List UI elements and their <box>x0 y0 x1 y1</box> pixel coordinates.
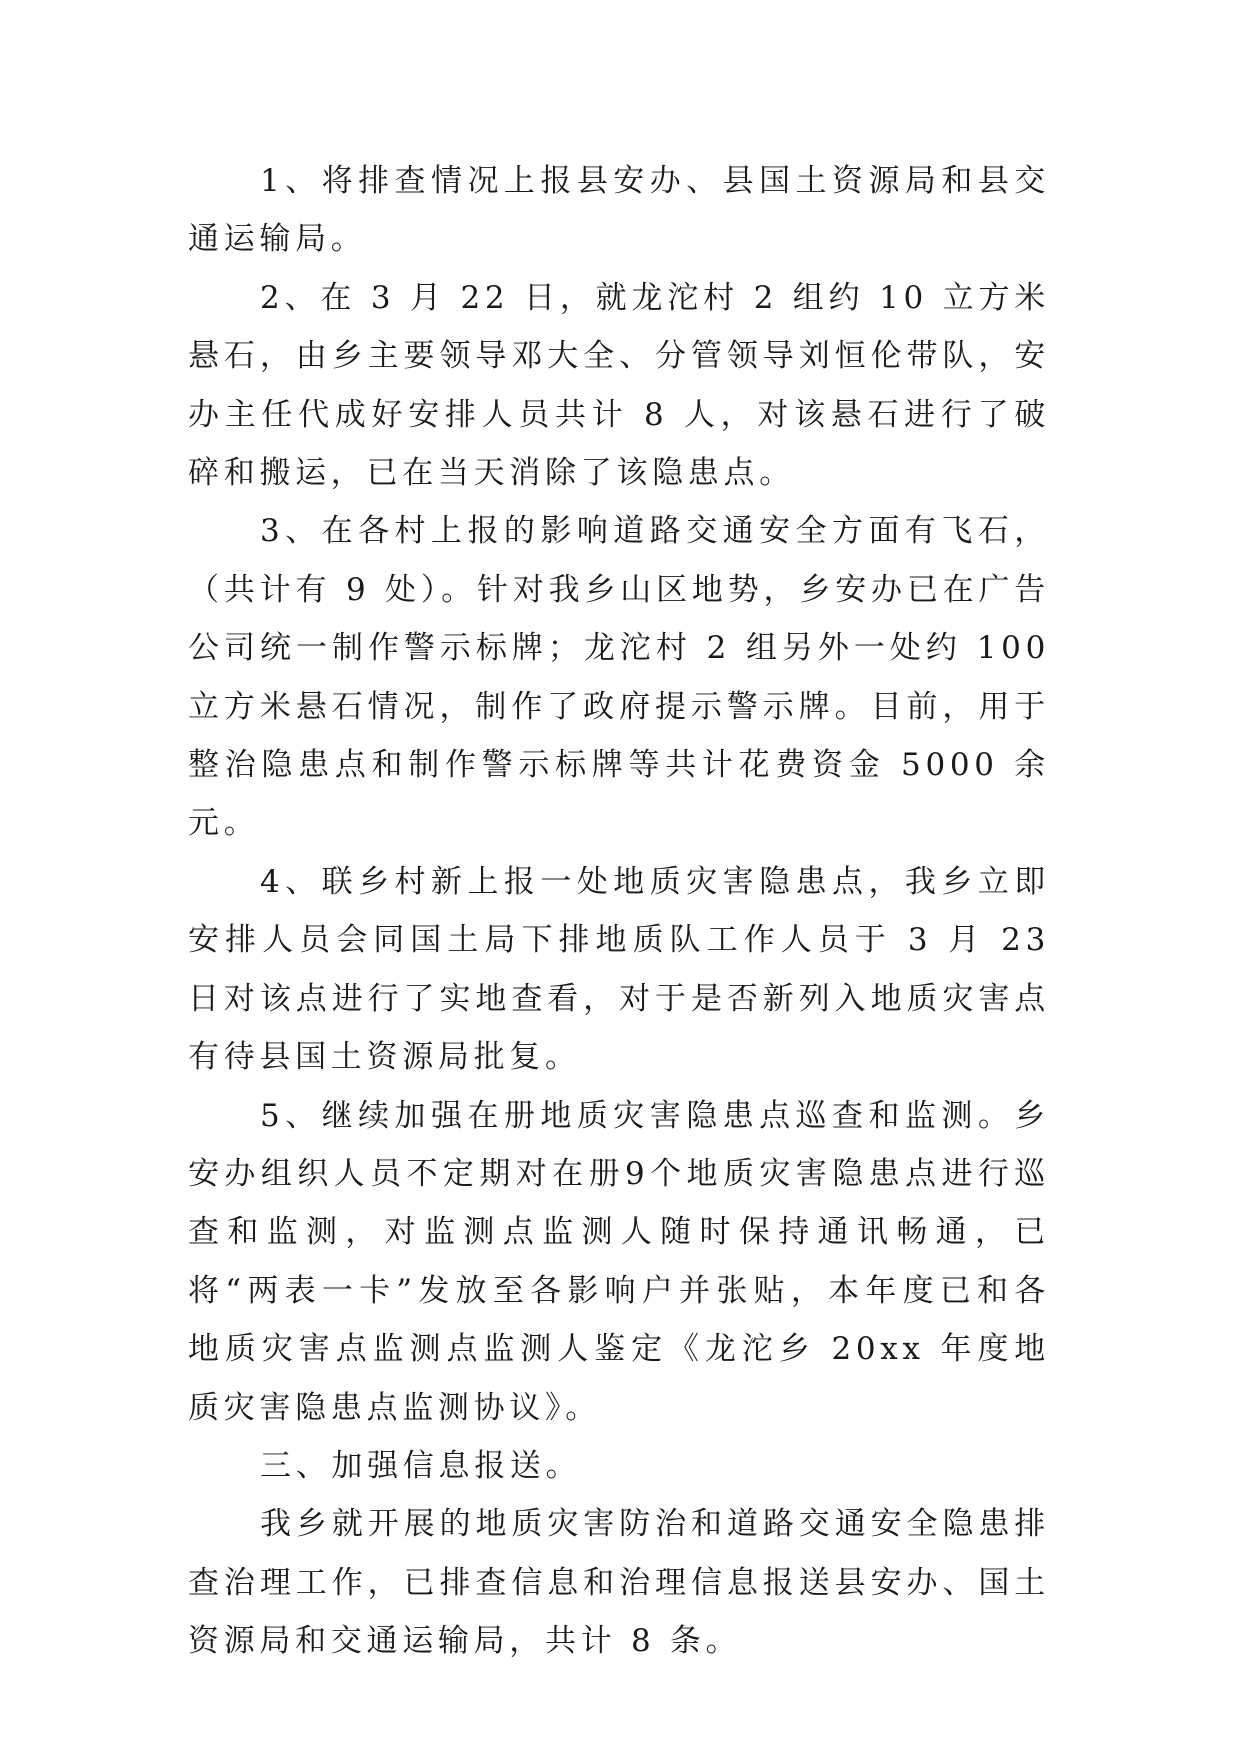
section-heading-info-reporting: 三、加强信息报送。 <box>260 1447 582 1484</box>
paragraph-item-2: 2、在 3 月 22 日，就龙沱村 2 组约 10 立方米悬石，由乡主要领导邓大全、分管领导刘恒伦带队，安办主任代成好安排人员共计 8 人，对该悬石进行了破碎和搬运，已在当天消除了该隐患点。 <box>188 279 1050 492</box>
paragraph-item-1: 1、将排查情况上报县安办、县国土资源局和县交通运输局。 <box>188 163 1050 258</box>
paragraph-item-3: 3、在各村上报的影响道路交通安全方面有飞石，（共计有 9 处）。针对我乡山区地势，乡安办已在广告公司统一制作警示标牌；龙沱村 2 组另外一处约 100 立方米悬石情况，制作了政府提示警示牌。目前，用于整治隐患点和制作警示标牌等共计花费资金 5000 余元。 <box>188 513 1050 842</box>
paragraph-item-5: 5、继续加强在册地质灾害隐患点巡查和监测。乡安办组织人员不定期对在册9个地质灾害隐患点进行巡查和监测，对监测点监测人随时保持通讯畅通，已将“两表一卡”发放至各影响户并张贴，本年度已和各地质灾害点监测点监测人鉴定《龙沱乡 20xx 年度地质灾害隐患点监测协议》。 <box>188 1097 1050 1426</box>
paragraph-item-4: 4、联乡村新上报一处地质灾害隐患点，我乡立即安排人员会同国土局下排地质队工作人员于 3 月 23 日对该点进行了实地查看，对于是否新列入地质灾害点有待县国土资源局批复。 <box>188 863 1050 1076</box>
paragraph-info-reporting: 我乡就开展的地质灾害防治和道路交通安全隐患排查治理工作，已排查信息和治理信息报送县安办、国土资源局和交通运输局，共计 8 条。 <box>188 1506 1050 1660</box>
document-page <box>188 152 1050 1671</box>
